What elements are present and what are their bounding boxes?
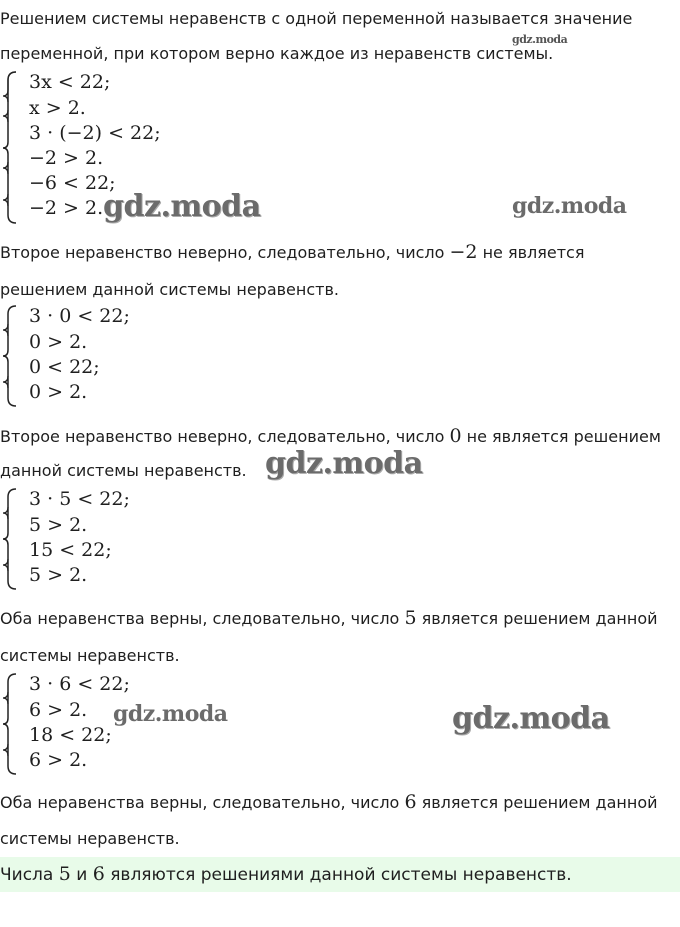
system-3-line-2: 5 > 2.: [29, 514, 88, 536]
watermark-large: gdz.moda: [265, 446, 423, 481]
system-4-line-4: 6 > 2.: [29, 749, 88, 771]
conclusion-4-line-1: [0, 792, 658, 813]
final-text-c: являются решениями данной системы неравенств.: [104, 865, 572, 885]
system-3-line-3: 15 < 22;: [29, 539, 112, 561]
inequality-system-2: [2, 304, 162, 408]
system-4-line-3: 18 < 22;: [29, 724, 112, 746]
conclusion-1-line-2: решением данной системы неравенств.: [0, 280, 339, 299]
conclusion-3-text-b: является решением данной: [416, 609, 658, 628]
brace-icon: [2, 672, 22, 776]
brace-icon: [2, 487, 22, 591]
watermark-large: gdz.moda: [103, 189, 261, 224]
conclusion-4-line-2: системы неравенств.: [0, 829, 180, 848]
system-2-line-3: 0 < 22;: [29, 356, 100, 378]
final-number-1: 5: [58, 863, 71, 885]
conclusion-3-text-a: Оба неравенства верны, следовательно, число: [0, 609, 405, 628]
system-2-line-2: 0 > 2.: [29, 331, 88, 353]
conclusion-4-number: 6: [404, 791, 417, 813]
conclusion-2-text-a: Второе неравенство неверно, следовательно, число: [0, 427, 450, 446]
system-3-line-4: 5 > 2.: [29, 564, 88, 586]
conclusion-1-number: −2: [449, 241, 478, 263]
system-1-line-5: −6 < 22;: [29, 172, 116, 194]
conclusion-2-line-1: [0, 426, 661, 447]
system-1-line-2: x > 2.: [29, 97, 86, 119]
conclusion-3-line-1: [0, 608, 658, 629]
conclusion-2-number: 0: [449, 425, 462, 447]
brace-icon: [2, 70, 22, 225]
watermark-small: gdz.moda: [512, 33, 568, 46]
system-4-line-2: 6 > 2.: [29, 699, 88, 721]
system-1-line-3: 3 · (−2) < 22;: [29, 122, 161, 144]
conclusion-1-text-a: Второе неравенство неверно, следовательно, число: [0, 243, 450, 262]
final-text-b: и: [70, 865, 93, 885]
conclusion-4-text-a: Оба неравенства верны, следовательно, число: [0, 793, 405, 812]
system-2-line-4: 0 > 2.: [29, 381, 88, 403]
final-number-2: 6: [92, 863, 105, 885]
system-1-line-4: −2 > 2.: [29, 147, 104, 169]
system-2-line-1: 3 · 0 < 22;: [29, 305, 130, 327]
intro-line-1: Решением системы неравенств с одной переменной называется значение: [0, 9, 633, 28]
watermark-medium: gdz.moda: [512, 193, 627, 219]
final-text-a: Числа: [0, 865, 59, 885]
conclusion-2-text-b: не является решением: [461, 427, 661, 446]
watermark-medium: gdz.moda: [113, 701, 228, 727]
conclusion-1-line-1: [0, 242, 584, 263]
brace-icon: [2, 304, 22, 408]
system-4-line-1: 3 · 6 < 22;: [29, 673, 130, 695]
system-1-line-1: 3x < 22;: [29, 71, 111, 93]
conclusion-4-text-b: является решением данной: [416, 793, 658, 812]
system-1-line-6: −2 > 2.: [29, 197, 104, 219]
conclusion-1-text-b: не является: [477, 243, 585, 262]
inequality-system-3: [2, 487, 162, 591]
watermark-large: gdz.moda: [452, 701, 610, 736]
conclusion-3-number: 5: [404, 607, 417, 629]
conclusion-3-line-2: системы неравенств.: [0, 646, 180, 665]
intro-line-2: переменной, при котором верно каждое из неравенств системы.: [0, 44, 554, 63]
system-3-line-1: 3 · 5 < 22;: [29, 488, 130, 510]
conclusion-2-line-2: данной системы неравенств.: [0, 461, 247, 480]
final-answer: [0, 864, 572, 885]
